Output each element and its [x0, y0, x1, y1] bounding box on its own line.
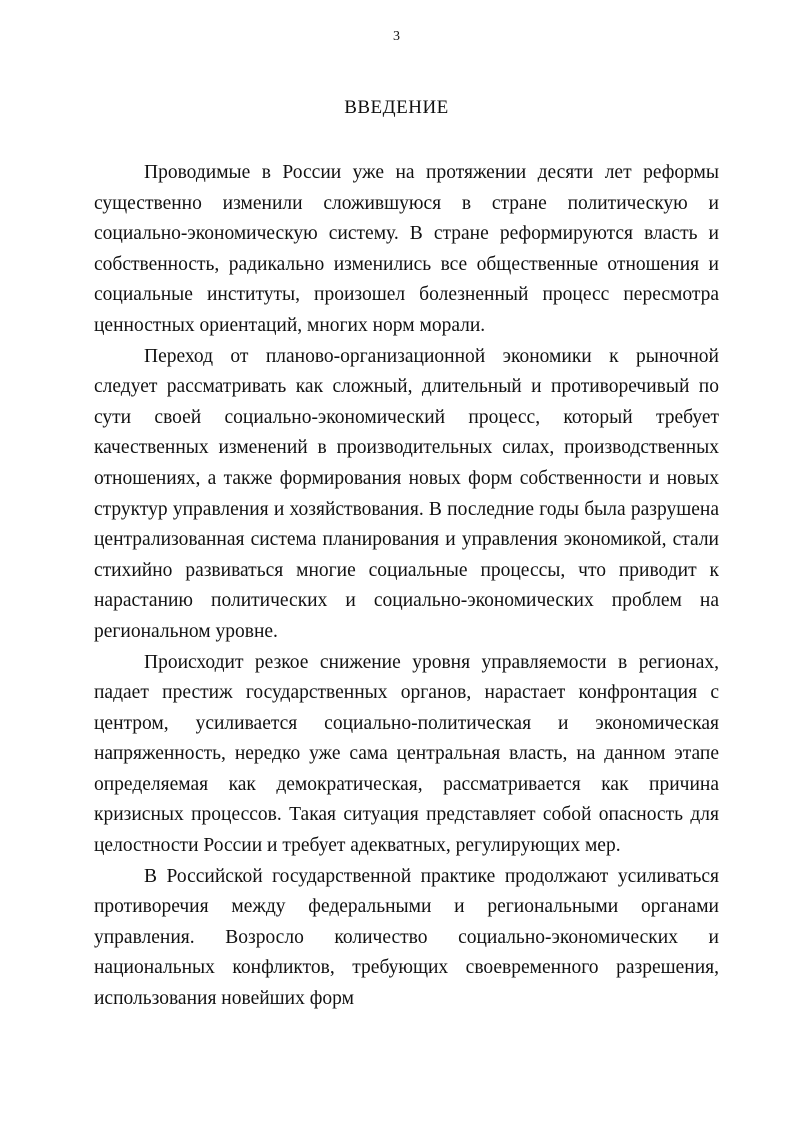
- body-text: [94, 158, 719, 1015]
- page-number: 3: [393, 29, 400, 44]
- section-title: ВВЕДЕНИЕ: [344, 97, 449, 118]
- paragraph-1: Проводимые в России уже на протяжении десяти лет реформы существенно изменили сложившуюся в стране политическую и социально-экономическую систему. В стране реформируются власть и собственность, радикально изменились все общественные отношения и социальные институты, произошел болезненный процесс пересмотра ценностных ориентаций, многих норм морали.: [94, 162, 719, 336]
- paragraph-4: В Российской государственной практике продолжают усиливаться противоречия между федеральными и региональными органами управления. Возросло количество социально-экономических и национальных конфликтов, требующих своевременного разрешения, использования новейших форм: [94, 865, 719, 1010]
- paragraph-2: Переход от планово-организационной экономики к рыночной следует рассматривать как сложный, длительный и противоречивый по сути своей социально-экономический процесс, который требует качественных изменений в производительных силах, производственных отношениях, а также формирования новых форм собственности и новых структур управления и хозяйствования. В последние годы была разрушена централизованная система планирования и управления экономикой, стали стихийно развиваться многие социальные процессы, что приводит к нарастанию политических и социально-экономических проблем на региональном уровне.: [94, 345, 719, 642]
- paragraph-3: Происходит резкое снижение уровня управляемости в регионах, падает престиж государственных органов, нарастает конфронтация с центром, усиливается социально-политическая и экономическая напряженность, нередко уже сама центральная власть, на данном этапе определяемая как демократическая, рассматривается как причина кризисных процессов. Такая ситуация представляет собой опасность для целостности России и требует адекватных, регулирующих мер.: [94, 651, 719, 857]
